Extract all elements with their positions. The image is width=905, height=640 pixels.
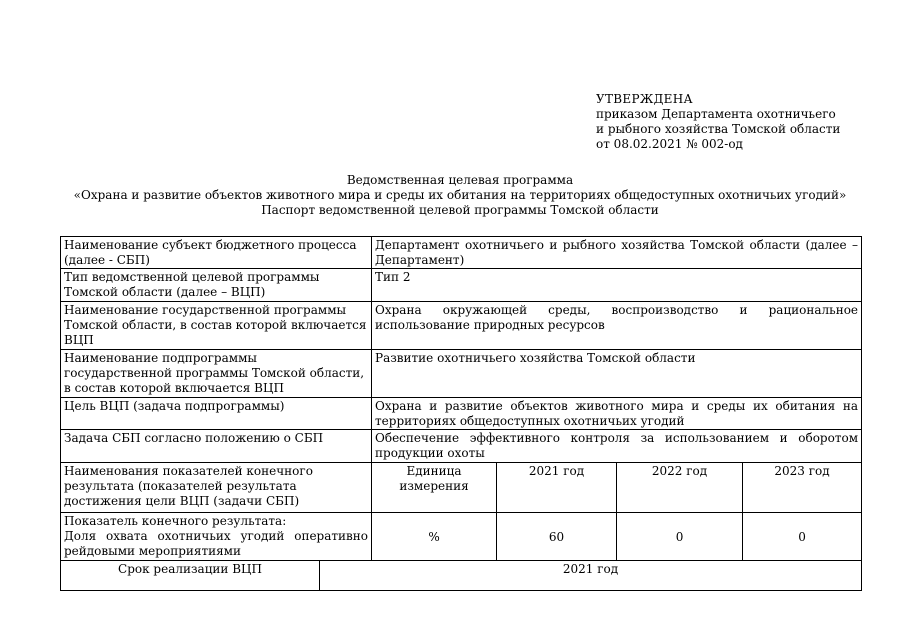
indicator-value: 60 — [497, 513, 617, 561]
indicator-row — [61, 513, 862, 561]
table-row — [61, 430, 862, 463]
approval-line: приказом Департамента охотничьего — [596, 107, 836, 121]
approval-line: от 08.02.2021 № 002-од — [596, 137, 743, 151]
row-value: Обеспечение эффективного контроля за использованием и оборотом продукции охоты — [372, 430, 862, 463]
year-header: 2021 год — [497, 463, 617, 513]
passport-table — [60, 236, 862, 591]
row-label: Наименование государственной программы Томской области, в состав которой включается ВЦП — [61, 302, 372, 350]
passport-title: Паспорт ведомственной целевой программы Томской области — [261, 203, 659, 217]
unit-header: Единица измерения — [372, 463, 497, 513]
row-value: Департамент охотничьего и рыбного хозяйства Томской области (далее – Департамент) — [372, 237, 862, 269]
term-label: Срок реализации ВЦП — [61, 561, 320, 591]
year-header: 2022 год — [617, 463, 743, 513]
term-value: 2021 год — [320, 561, 862, 591]
indicators-header-label: Наименования показателей конечного результата (показателей результата достижения цели ВЦП (задачи СБП) — [61, 463, 372, 513]
row-label: Наименование подпрограммы государственной программы Томской области, в состав которой включается ВЦП — [61, 350, 372, 398]
table-row — [61, 302, 862, 350]
table-row — [61, 398, 862, 430]
indicator-label — [61, 513, 372, 561]
row-value: Охрана окружающей среды, воспроизводство и рациональное использование природных ресурсов — [372, 302, 862, 350]
row-value: Тип 2 — [372, 269, 862, 302]
row-value: Охрана и развитие объектов животного мира и среды их обитания на территориях общедоступных охотничьих угодий — [372, 398, 862, 430]
table-row — [61, 269, 862, 302]
term-row — [61, 561, 862, 591]
approval-line: и рыбного хозяйства Томской области — [596, 122, 841, 136]
program-type-title: Ведомственная целевая программа — [346, 173, 574, 187]
row-label: Наименование субъект бюджетного процесса (далее - СБП) — [61, 237, 372, 269]
indicators-header-row — [61, 463, 862, 513]
table-row — [61, 237, 862, 269]
program-name-title: «Охрана и развитие объектов животного мира и среды их обитания на территориях общедоступных охотничьих угодий» — [73, 188, 847, 202]
table-row — [61, 350, 862, 398]
document-titles — [60, 173, 860, 218]
row-label: Цель ВЦП (задача подпрограммы) — [61, 398, 372, 430]
approval-block — [596, 92, 886, 152]
row-value: Развитие охотничьего хозяйства Томской области — [372, 350, 862, 398]
row-label: Задача СБП согласно положению о СБП — [61, 430, 372, 463]
approval-heading: УТВЕРЖДЕНА — [596, 92, 693, 106]
year-header: 2023 год — [743, 463, 862, 513]
indicator-value: 0 — [743, 513, 862, 561]
indicator-value: 0 — [617, 513, 743, 561]
indicator-unit: % — [372, 513, 497, 561]
indicator-label-name: Доля охвата охотничьих угодий оперативно рейдовыми мероприятиями — [64, 529, 369, 558]
indicator-label-title: Показатель конечного результата: — [64, 514, 287, 528]
row-label: Тип ведомственной целевой программы Томской области (далее – ВЦП) — [61, 269, 372, 302]
